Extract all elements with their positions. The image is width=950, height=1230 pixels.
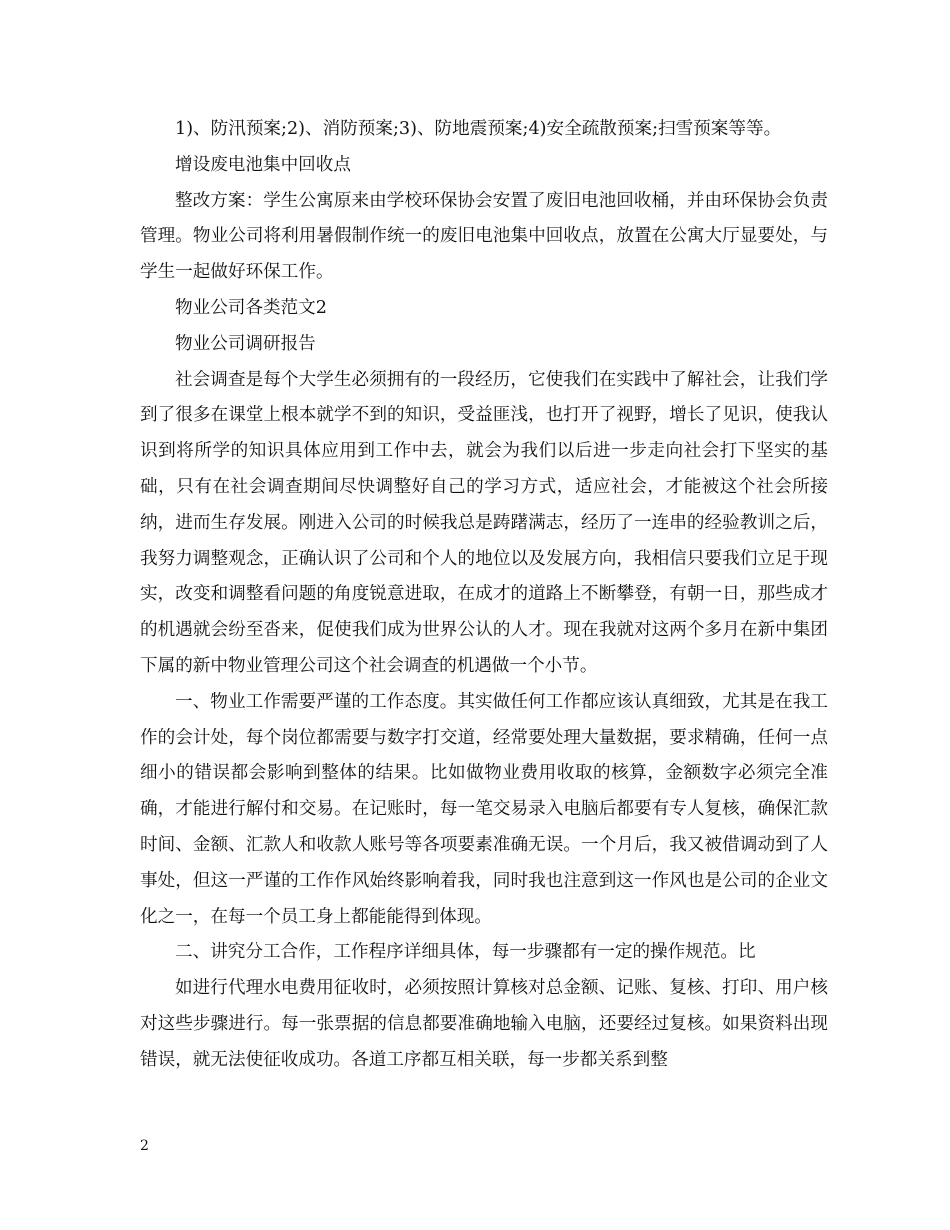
- document-body: [140, 112, 828, 1079]
- section-title-research-report: 物业公司调研报告: [175, 333, 316, 354]
- paragraph-point-two-continued: 如进行代理水电费用征收时，必须按照计算核对总金额、记账、复核、打印、用户核对这些步骤进行。每一张票据的信息都要准确地输入电脑，还要经过复核。如果资料出现错误，就无法使征收成功。各道工序都互相关联，每一步都关系到整: [140, 978, 828, 1070]
- page-number: 2: [140, 1138, 149, 1154]
- paragraph-social-survey: 社会调查是每个大学生必须拥有的一段经历，它使我们在实践中了解社会，让我们学到了很多在课堂上根本就学不到的知识，受益匪浅，也打开了视野，增长了见识，使我认识到将所学的知识具体应用到工作中去，就会为我们以后进一步走向社会打下坚实的基础，只有在社会调查期间尽快调整好自己的学习方式，适应社会，才能被这个社会所接纳，进而生存发展。刚进入公司的时候我总是踌躇满志，经历了一连串的经验教训之后，我努力调整观念，正确认识了公司和个人的地位以及发展方向，我相信只要我们立足于现实，改变和调整看问题的角度锐意进取，在成才的道路上不断攀登，有朝一日，那些成才的机遇就会纷至沓来，促使我们成为世界公认的人才。现在我就对这两个多月在新中集团下属的新中物业管理公司这个社会调查的机遇做一个小节。: [140, 369, 828, 676]
- paragraph-point-two: 二、讲究分工合作，工作程序详细具体，每一步骤都有一定的操作规范。比: [175, 942, 756, 963]
- paragraph-rectification-plan: 整改方案：学生公寓原来由学校环保协会安置了废旧电池回收桶，并由环保协会负责管理。物业公司将利用暑假制作统一的废旧电池集中回收点，放置在公寓大厅显要处，与学生一起做好环保工作。: [140, 190, 828, 283]
- section-title-samples: 物业公司各类范文2: [175, 297, 327, 318]
- paragraph-emergency-plans: 1)、防汛预案;2)、消防预案;3)、防地震预案;4)安全疏散预案;扫雪预案等等。: [175, 119, 782, 139]
- paragraph-battery-heading: 增设废电池集中回收点: [175, 154, 351, 175]
- paragraph-point-one: 一、物业工作需要严谨的工作态度。其实做任何工作都应该认真细致，尤其是在我工作的会计处，每个岗位都需要与数字打交道，经常要处理大量数据，要求精确，任何一点细小的错误都会影响到整体的结果。比如做物业费用收取的核算，金额数字必须完全准确，才能进行解付和交易。在记账时，每一笔交易录入电脑后都要有专人复核，确保汇款时间、金额、汇款人和收款人账号等各项要素准确无误。一个月后，我又被借调动到了人事处，但这一严谨的工作作风始终影响着我，同时我也注意到这一作风也是公司的企业文化之一，在每一个员工身上都能能得到体现。: [140, 691, 828, 927]
